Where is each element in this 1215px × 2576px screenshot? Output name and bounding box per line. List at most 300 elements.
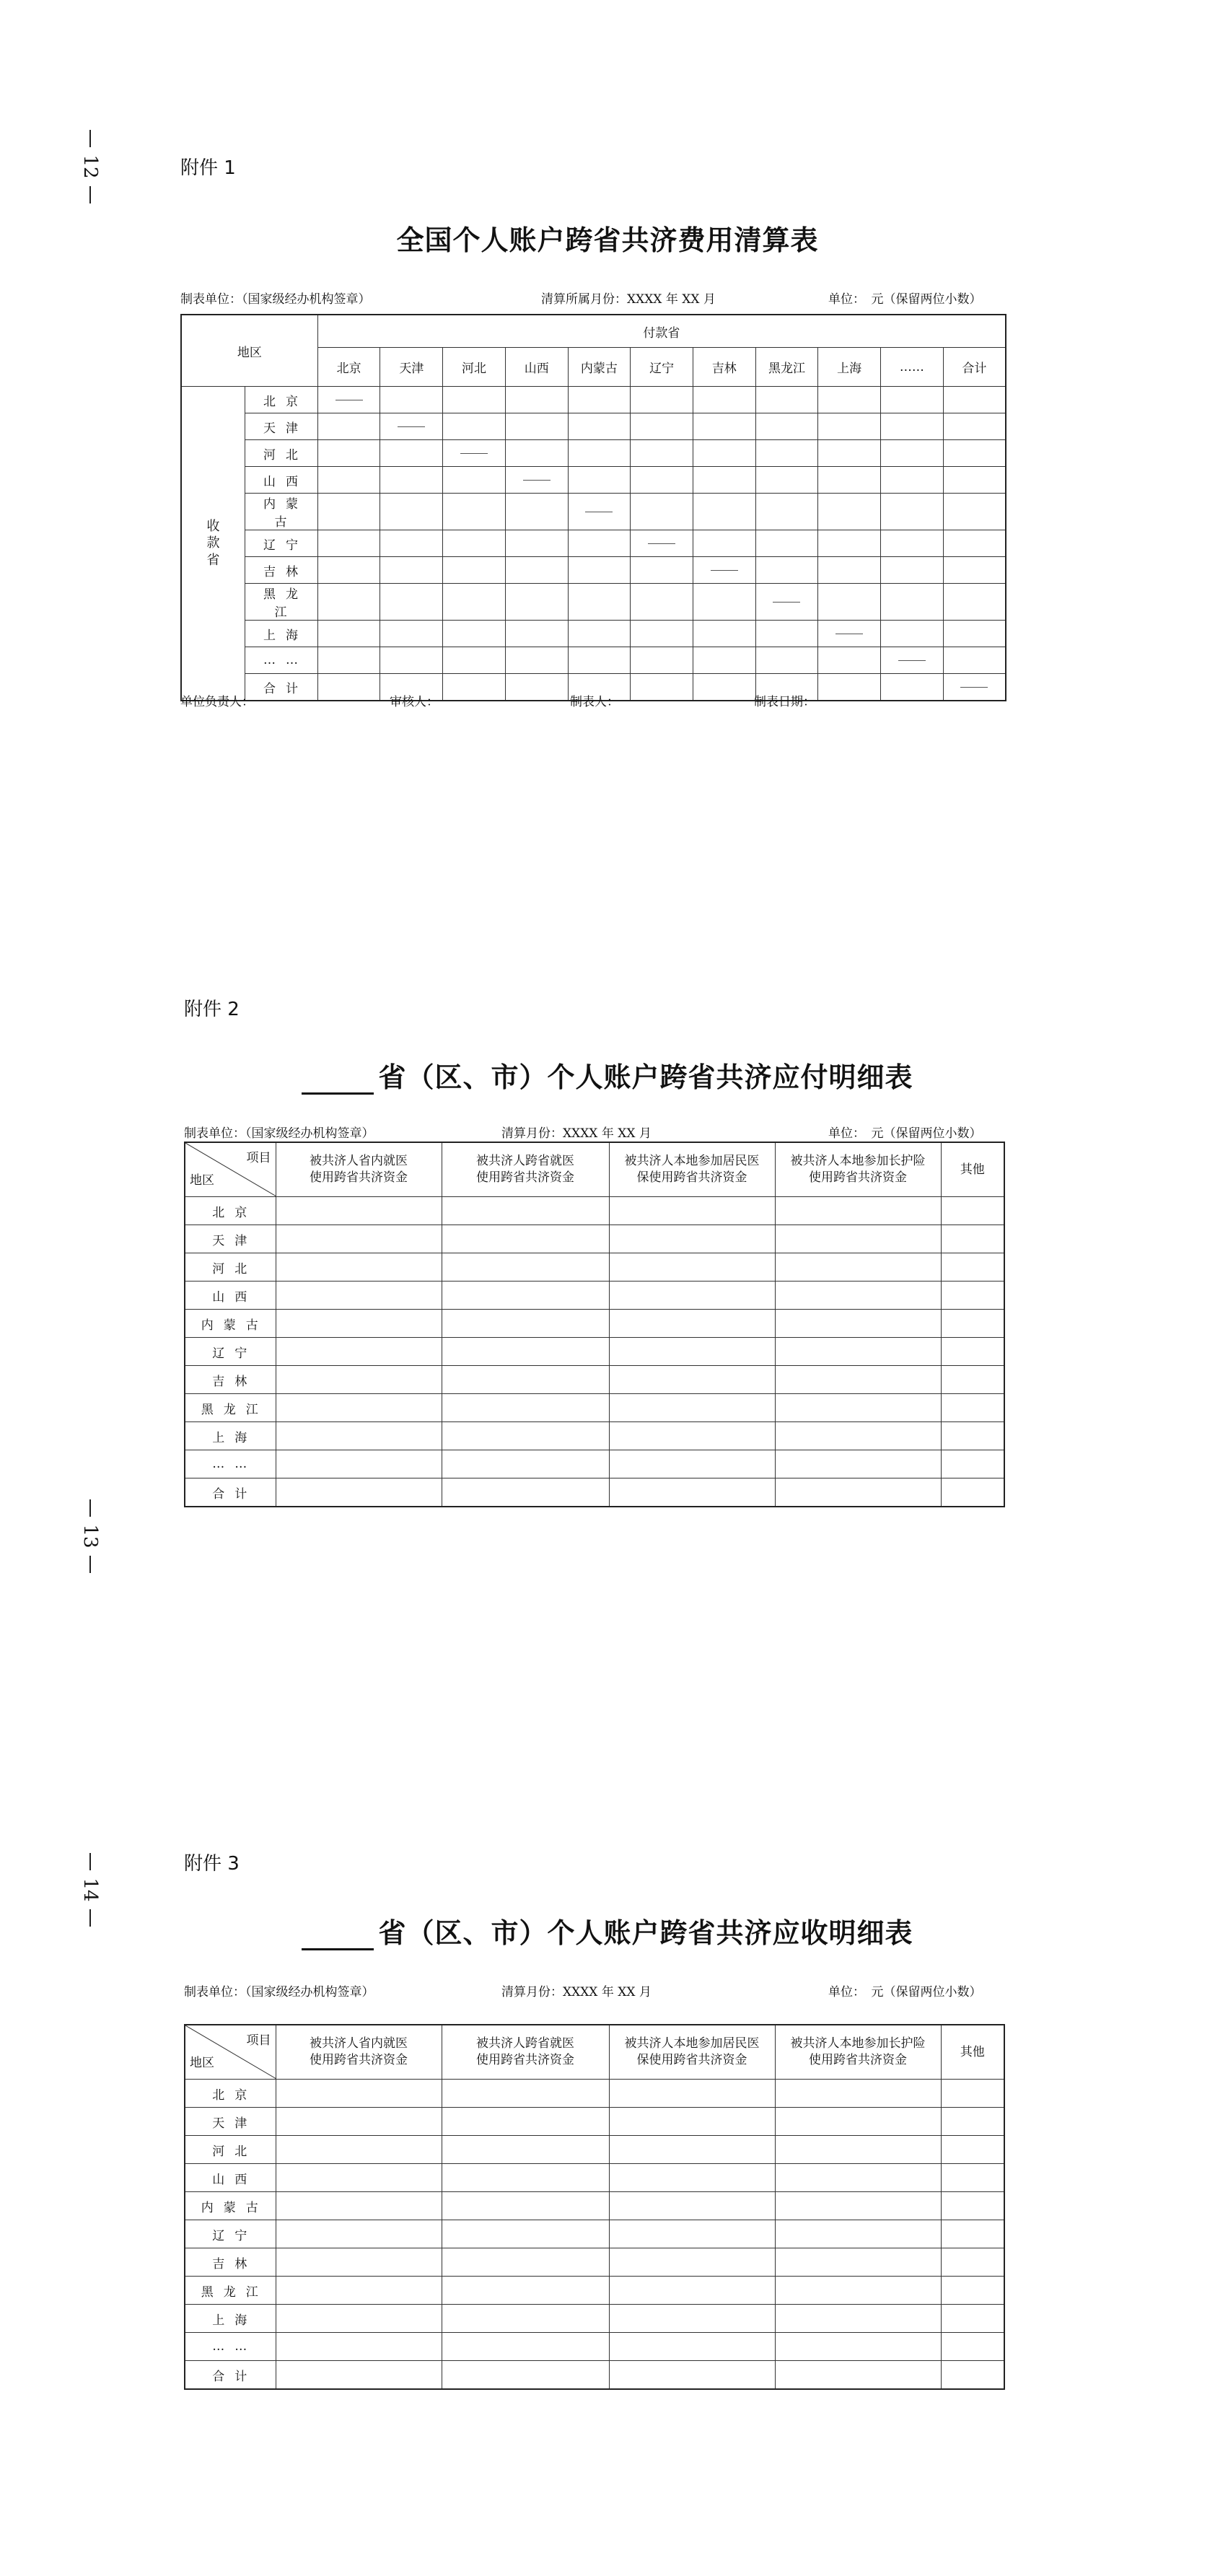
region-row-label: ……: [185, 1450, 276, 1478]
data-cell: [941, 2361, 1004, 2390]
pay-col-header: 天津: [380, 348, 443, 387]
pay-col-header: 上海: [818, 348, 881, 387]
table-row: [181, 647, 1006, 674]
diagonal-dash: [460, 453, 488, 454]
recv-row-label: 上海: [245, 621, 318, 647]
data-cell: [505, 387, 568, 413]
data-cell: [568, 387, 631, 413]
data-cell: [276, 1338, 442, 1366]
data-cell: [276, 2248, 442, 2277]
data-cell: [941, 1394, 1004, 1422]
data-cell: [442, 1366, 609, 1394]
data-cell: [693, 494, 755, 530]
data-cell: [693, 557, 755, 584]
data-cell: [775, 2220, 941, 2248]
data-cell: [693, 387, 755, 413]
data-cell: [609, 1366, 775, 1394]
data-cell: [631, 494, 693, 530]
region-row-label: 山西: [185, 2164, 276, 2192]
data-cell: [442, 2333, 609, 2361]
data-cell: [609, 2108, 775, 2136]
column-header: [276, 1142, 442, 1197]
data-cell: [568, 557, 631, 584]
data-cell: [609, 1478, 775, 1507]
data-cell: [818, 530, 881, 557]
recv-row-label: 河北: [245, 440, 318, 467]
column-header-line1: 被共济人本地参加居民医: [624, 2036, 760, 2051]
data-cell: [505, 621, 568, 647]
data-cell: [943, 494, 1006, 530]
data-cell: [755, 440, 818, 467]
data-cell: [943, 557, 1006, 584]
pay-col-header: 内蒙古: [568, 348, 631, 387]
data-cell: [443, 440, 506, 467]
data-cell: [276, 2108, 442, 2136]
page-number-13: 13: [78, 1499, 102, 1573]
diagonal-dash: [648, 543, 675, 544]
data-cell: [880, 467, 943, 494]
table-row: [185, 2333, 1004, 2361]
data-cell: [609, 1253, 775, 1282]
data-cell: [880, 557, 943, 584]
data-cell: [442, 2248, 609, 2277]
data-cell: [442, 2192, 609, 2220]
region-row-label: ……: [185, 2333, 276, 2361]
column-header-line1: 被共济人省内就医: [310, 2036, 408, 2051]
data-cell: [276, 1310, 442, 1338]
recv-row-label: 内蒙古: [245, 494, 318, 530]
data-cell: [941, 1253, 1004, 1282]
attachment-1-label: 附件 1: [180, 157, 236, 179]
data-cell: [609, 2277, 775, 2305]
pay-col-header: 辽宁: [631, 348, 693, 387]
recv-row-label: 黑龙江: [245, 584, 318, 621]
corner-item-label: 项目: [246, 2033, 271, 2048]
footer-maker: 制表人：: [570, 695, 619, 709]
table-row: [181, 584, 1006, 621]
data-cell: [609, 2164, 775, 2192]
data-cell: [818, 647, 881, 674]
data-cell: [609, 1282, 775, 1310]
data-cell: [380, 621, 443, 647]
data-cell: [317, 387, 380, 413]
region-row-label: 北京: [185, 2080, 276, 2108]
table-row: [185, 1478, 1004, 1507]
data-cell: [443, 674, 506, 701]
data-cell: [609, 2080, 775, 2108]
column-header-line1: 被共济人跨省就医: [476, 2036, 574, 2051]
data-cell: [818, 467, 881, 494]
corner-diagonal: [185, 2025, 276, 2079]
data-cell: [442, 2080, 609, 2108]
data-cell: [276, 1282, 442, 1310]
data-cell: [941, 2220, 1004, 2248]
data-cell: [941, 2080, 1004, 2108]
data-cell: [818, 440, 881, 467]
data-cell: [443, 557, 506, 584]
pay-col-header: 河北: [443, 348, 506, 387]
table-row: [185, 2108, 1004, 2136]
table-row: [181, 413, 1006, 440]
data-cell: [631, 647, 693, 674]
pay-col-header: ……: [880, 348, 943, 387]
attachment-3-title-text: 省（区、市）个人账户跨省共济应收明细表: [378, 1916, 913, 1949]
data-cell: [941, 2192, 1004, 2220]
data-cell: [276, 1366, 442, 1394]
recv-province-label: [181, 387, 245, 701]
data-cell: [609, 2192, 775, 2220]
data-cell: [943, 467, 1006, 494]
data-cell: [317, 584, 380, 621]
data-cell: [609, 1450, 775, 1478]
data-cell: [941, 1282, 1004, 1310]
data-cell: [317, 530, 380, 557]
data-cell: [276, 1478, 442, 1507]
table-row: [185, 2136, 1004, 2164]
column-header: [442, 1142, 609, 1197]
data-cell: [505, 413, 568, 440]
region-row-label: 黑龙江: [185, 2277, 276, 2305]
data-cell: [443, 584, 506, 621]
data-cell: [568, 621, 631, 647]
table-row: [185, 1338, 1004, 1366]
data-cell: [276, 1422, 442, 1450]
data-cell: [442, 1394, 609, 1422]
table-row: [185, 1310, 1004, 1338]
data-cell: [755, 621, 818, 647]
data-cell: [568, 584, 631, 621]
data-cell: [443, 387, 506, 413]
corner-area: 地区: [181, 315, 317, 387]
data-cell: [276, 2220, 442, 2248]
data-cell: [505, 674, 568, 701]
data-cell: [568, 494, 631, 530]
data-cell: [276, 1253, 442, 1282]
data-cell: [880, 413, 943, 440]
region-row-label: 上海: [185, 1422, 276, 1450]
table-row: [185, 2192, 1004, 2220]
data-cell: [317, 440, 380, 467]
data-cell: [631, 530, 693, 557]
data-cell: [943, 530, 1006, 557]
data-cell: [775, 1310, 941, 1338]
region-row-label: 北京: [185, 1197, 276, 1225]
data-cell: [775, 2333, 941, 2361]
data-cell: [505, 494, 568, 530]
data-cell: [505, 530, 568, 557]
diagonal-dash: [773, 602, 800, 603]
column-header: [609, 1142, 775, 1197]
data-cell: [775, 2305, 941, 2333]
table-row: [181, 387, 1006, 413]
data-cell: [505, 467, 568, 494]
corner-diagonal: [185, 1143, 276, 1196]
footer-reviewer: 审核人：: [390, 695, 439, 709]
data-cell: [609, 2136, 775, 2164]
data-cell: [276, 2192, 442, 2220]
data-cell: [755, 467, 818, 494]
column-header-line2: 保使用跨省共济资金: [636, 2053, 747, 2067]
data-cell: [818, 387, 881, 413]
att3-meta-unit: 制表单位：（国家级经办机构签章）: [184, 1985, 374, 1999]
attachment-3-label: 附件 3: [184, 1853, 240, 1875]
pay-province-header: 付款省: [317, 315, 1006, 348]
corner-item-label: 项目: [246, 1151, 271, 1165]
data-cell: [276, 2136, 442, 2164]
data-cell: [380, 584, 443, 621]
att3-meta-currency: 单位： 元（保留两位小数）: [828, 1985, 982, 1999]
data-cell: [443, 413, 506, 440]
column-header-line1: 被共济人本地参加长护险: [790, 1154, 926, 1169]
data-cell: [941, 2136, 1004, 2164]
att3-meta-month: 清算月份：XXXX 年 XX 月: [501, 1985, 652, 1999]
attachment-2-label: 附件 2: [184, 999, 240, 1020]
table-row: [185, 1422, 1004, 1450]
data-cell: [775, 2136, 941, 2164]
data-cell: [693, 467, 755, 494]
diagonal-dash: [523, 480, 551, 481]
region-row-label: 河北: [185, 1253, 276, 1282]
recv-row-label: 山西: [245, 467, 318, 494]
recv-row-label: 天津: [245, 413, 318, 440]
data-cell: [943, 621, 1006, 647]
data-cell: [380, 467, 443, 494]
footer-date: 制表日期：: [754, 695, 815, 709]
data-cell: [505, 584, 568, 621]
recv-row-label: 合计: [245, 674, 318, 701]
data-cell: [442, 1225, 609, 1253]
receivable-detail-table: [184, 2024, 1005, 2390]
data-cell: [631, 440, 693, 467]
pay-col-header: 黑龙江: [755, 348, 818, 387]
table-row: [185, 2277, 1004, 2305]
data-cell: [775, 1225, 941, 1253]
region-row-label: 合计: [185, 2361, 276, 2390]
column-header: [775, 2025, 941, 2080]
region-row-label: 黑龙江: [185, 1394, 276, 1422]
diagonal-dash: [960, 687, 988, 688]
data-cell: [609, 2248, 775, 2277]
column-header-line2: 保使用跨省共济资金: [636, 1170, 747, 1185]
data-cell: [775, 1478, 941, 1507]
data-cell: [775, 1394, 941, 1422]
att2-meta-currency: 单位： 元（保留两位小数）: [828, 1126, 982, 1141]
data-cell: [943, 387, 1006, 413]
data-cell: [943, 674, 1006, 701]
data-cell: [443, 647, 506, 674]
data-cell: [380, 530, 443, 557]
data-cell: [505, 440, 568, 467]
column-header-line1: 被共济人本地参加长护险: [790, 2036, 926, 2051]
data-cell: [880, 440, 943, 467]
data-cell: [693, 530, 755, 557]
data-cell: [775, 2277, 941, 2305]
table-row: [185, 2361, 1004, 2390]
data-cell: [818, 621, 881, 647]
data-cell: [609, 2333, 775, 2361]
data-cell: [693, 584, 755, 621]
data-cell: [755, 647, 818, 674]
data-cell: [775, 1282, 941, 1310]
diagonal-dash: [711, 570, 738, 571]
attachment-1-title: 全国个人账户跨省共济费用清算表: [396, 224, 819, 256]
table-row: [181, 440, 1006, 467]
att2-meta-month: 清算月份：XXXX 年 XX 月: [501, 1126, 652, 1141]
data-cell: [442, 2108, 609, 2136]
attachment-2-title: [0, 1055, 1215, 1095]
data-cell: [631, 413, 693, 440]
column-header-line1: 被共济人跨省就医: [476, 1154, 574, 1169]
data-cell: [775, 1366, 941, 1394]
column-header-line1: 其他: [960, 1162, 985, 1177]
recv-row-label: ……: [245, 647, 318, 674]
attachment-2-title-text: 省（区、市）个人账户跨省共济应付明细表: [378, 1061, 913, 1093]
data-cell: [276, 1225, 442, 1253]
data-cell: [380, 494, 443, 530]
data-cell: [941, 1197, 1004, 1225]
table-row: [185, 1450, 1004, 1478]
region-row-label: 辽宁: [185, 2220, 276, 2248]
data-cell: [631, 584, 693, 621]
data-cell: [442, 1450, 609, 1478]
data-cell: [609, 1197, 775, 1225]
pay-col-header: 合计: [943, 348, 1006, 387]
data-cell: [941, 1225, 1004, 1253]
data-cell: [609, 1310, 775, 1338]
data-cell: [609, 2305, 775, 2333]
table-row: [185, 1394, 1004, 1422]
data-cell: [943, 413, 1006, 440]
region-row-label: 合计: [185, 1478, 276, 1507]
data-cell: [442, 2220, 609, 2248]
data-cell: [941, 2248, 1004, 2277]
data-cell: [941, 1422, 1004, 1450]
table-row: [185, 2220, 1004, 2248]
attachment-3-title: [0, 1911, 1215, 1950]
data-cell: [631, 387, 693, 413]
column-header-line2: 使用跨省共济资金: [476, 2053, 574, 2067]
corner-area-label: 地区: [190, 1173, 214, 1188]
settlement-table: [180, 314, 1006, 701]
region-row-label: 河北: [185, 2136, 276, 2164]
data-cell: [941, 1310, 1004, 1338]
data-cell: [317, 647, 380, 674]
page-number-12: 12: [78, 130, 102, 203]
column-header: [442, 2025, 609, 2080]
data-cell: [442, 1478, 609, 1507]
data-cell: [818, 674, 881, 701]
table-row: [181, 467, 1006, 494]
data-cell: [442, 1282, 609, 1310]
data-cell: [693, 621, 755, 647]
region-row-label: 内蒙古: [185, 1310, 276, 1338]
column-header: [941, 1142, 1004, 1197]
data-cell: [880, 584, 943, 621]
pay-col-header: 山西: [505, 348, 568, 387]
data-cell: [941, 2305, 1004, 2333]
data-cell: [775, 1197, 941, 1225]
data-cell: [941, 2333, 1004, 2361]
data-cell: [568, 530, 631, 557]
table-row: [181, 530, 1006, 557]
data-cell: [775, 1338, 941, 1366]
data-cell: [631, 674, 693, 701]
diagonal-dash: [398, 426, 425, 427]
data-cell: [775, 1422, 941, 1450]
data-cell: [380, 647, 443, 674]
table-row: [181, 494, 1006, 530]
data-cell: [609, 2361, 775, 2390]
data-cell: [380, 387, 443, 413]
data-cell: [380, 557, 443, 584]
payable-detail-table: [184, 1142, 1005, 1507]
data-cell: [609, 1394, 775, 1422]
province-blank: [302, 1927, 374, 1950]
column-header-line2: 使用跨省共济资金: [476, 1170, 574, 1185]
data-cell: [276, 2333, 442, 2361]
table-row: [185, 2164, 1004, 2192]
data-cell: [568, 647, 631, 674]
data-cell: [568, 467, 631, 494]
region-row-label: 内蒙古: [185, 2192, 276, 2220]
data-cell: [609, 1225, 775, 1253]
recv-row-label: 北京: [245, 387, 318, 413]
table-row: [181, 621, 1006, 647]
data-cell: [631, 621, 693, 647]
data-cell: [276, 2080, 442, 2108]
att1-meta-unit: 制表单位：（国家级经办机构签章）: [180, 292, 371, 307]
data-cell: [880, 674, 943, 701]
data-cell: [505, 647, 568, 674]
recv-row-label: 吉林: [245, 557, 318, 584]
column-header-line2: 使用跨省共济资金: [809, 1170, 907, 1185]
data-cell: [693, 674, 755, 701]
data-cell: [609, 1422, 775, 1450]
column-header-line2: 使用跨省共济资金: [310, 1170, 408, 1185]
table-row: [185, 1197, 1004, 1225]
data-cell: [317, 557, 380, 584]
table-row: [185, 2305, 1004, 2333]
data-cell: [317, 467, 380, 494]
column-header: [276, 2025, 442, 2080]
data-cell: [880, 647, 943, 674]
att2-meta-unit: 制表单位：（国家级经办机构签章）: [184, 1126, 374, 1141]
data-cell: [276, 1394, 442, 1422]
diagonal-dash: [898, 660, 926, 661]
data-cell: [775, 1253, 941, 1282]
data-cell: [880, 494, 943, 530]
data-cell: [442, 2136, 609, 2164]
data-cell: [880, 621, 943, 647]
corner-area-label: 地区: [190, 2056, 214, 2071]
data-cell: [442, 2277, 609, 2305]
recv-row-label: 辽宁: [245, 530, 318, 557]
column-header-line1: 被共济人本地参加居民医: [624, 1154, 760, 1169]
table-row: [181, 557, 1006, 584]
data-cell: [276, 2361, 442, 2390]
region-row-label: 吉林: [185, 2248, 276, 2277]
region-row-label: 天津: [185, 1225, 276, 1253]
att1-meta-month: 清算所属月份：XXXX 年 XX 月: [541, 292, 716, 307]
column-header: [775, 1142, 941, 1197]
data-cell: [755, 494, 818, 530]
data-cell: [775, 2361, 941, 2390]
table-row: [185, 2248, 1004, 2277]
data-cell: [941, 1478, 1004, 1507]
data-cell: [941, 1450, 1004, 1478]
data-cell: [505, 557, 568, 584]
data-cell: [442, 2305, 609, 2333]
